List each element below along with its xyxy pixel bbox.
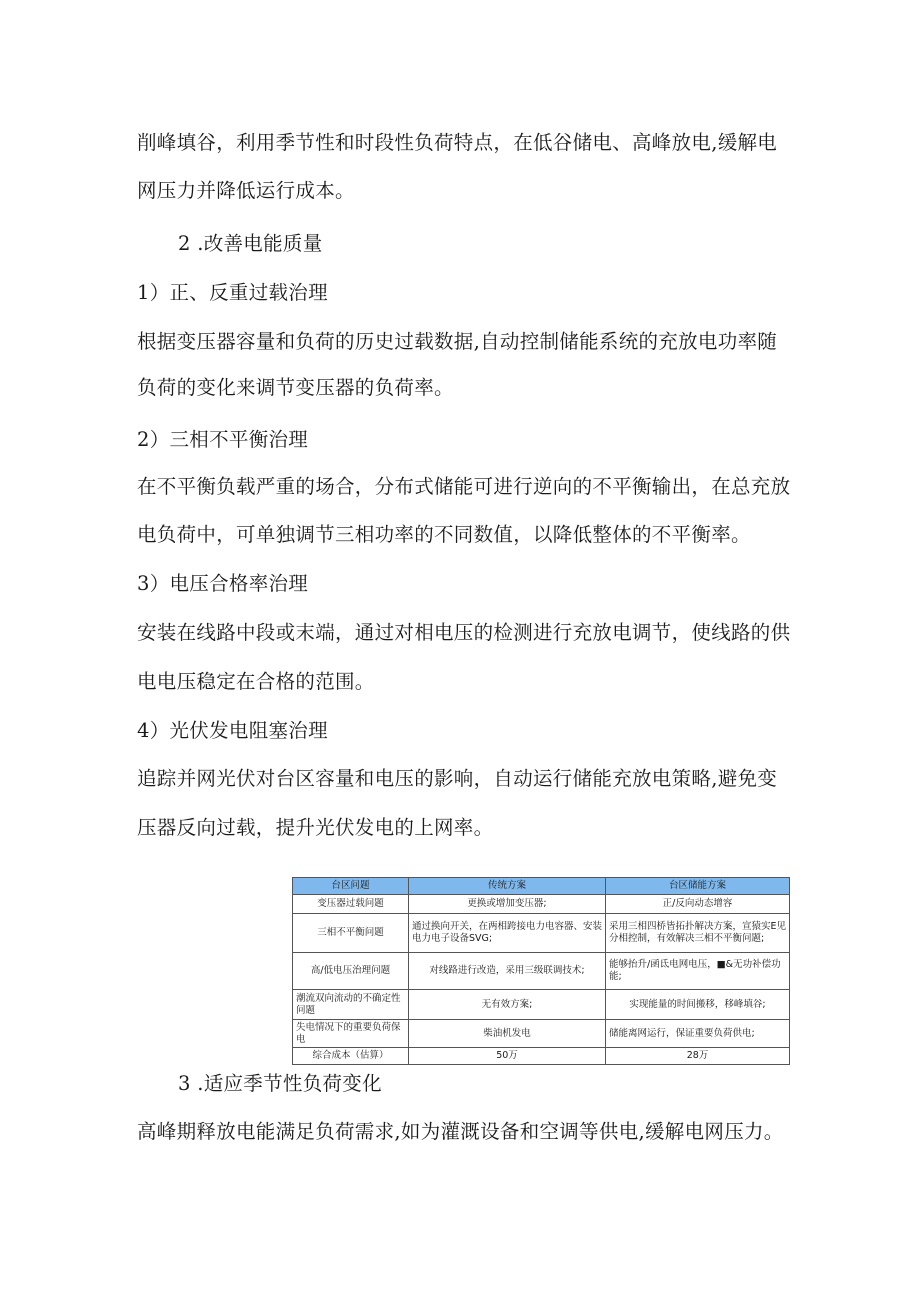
table-cell: 潮流双向流动的不确定性问题 xyxy=(293,990,409,1020)
table-cell: 采用三相四桥皆拓扑解决方案，宣猿实E见分相控制，有效解决三相不平衡问题; xyxy=(606,914,790,953)
body-text: 安装在线路中段或末端，通过对相电压的检测进行充放电调节，使线路的供 xyxy=(137,621,791,644)
body-text: 网压力并降低运行成本。 xyxy=(137,179,355,202)
table-cell: 变压器过载问题 xyxy=(293,895,409,914)
table-cell: 更换或增加变压器; xyxy=(409,895,606,914)
section-heading: 2 .改善电能质量 xyxy=(178,232,323,255)
body-text: 电负荷中，可单独调节三相功率的不同数值，以降低整体的不平衡率。 xyxy=(137,523,751,546)
table-cell: 实现能量的时间搬移，移峰填谷; xyxy=(606,990,790,1020)
table-cell: 通过换向开关，在两相跨接电力电容器、安装电力电子设备SVG; xyxy=(409,914,606,953)
table-header-cell: 台区储能方案 xyxy=(606,878,790,895)
comparison-table xyxy=(292,877,790,1065)
body-text: 压器反向过载，提升光伏发电的上网率。 xyxy=(137,816,494,839)
body-text: 追踪并网光伏对台区容量和电压的影响，自动运行储能充放电策略,避免变 xyxy=(137,767,778,790)
body-text: 削峰填谷，利用季节性和时段性负荷特点，在低谷储电、高峰放电,缓解电 xyxy=(137,131,778,154)
table-cell: 28万 xyxy=(606,1048,790,1065)
table-row xyxy=(293,953,790,990)
section-heading: 3 .适应季节性负荷变化 xyxy=(178,1072,382,1095)
table-cell: 高/低电压治理问题 xyxy=(293,953,409,990)
table-cell: 柴油机发电 xyxy=(409,1020,606,1048)
subsection-heading: 2）三相不平衡治理 xyxy=(137,428,309,451)
subsection-heading: 3）电压合格率治理 xyxy=(137,572,309,595)
table-row xyxy=(293,1020,790,1048)
table-cell: 无有效方案; xyxy=(409,990,606,1020)
table-cell: 50万 xyxy=(409,1048,606,1065)
subsection-heading: 4）光伏发电阻塞治理 xyxy=(137,719,328,742)
table-cell: 失电情况下的重要负荷保电 xyxy=(293,1020,409,1048)
table-header-cell: 台区问题 xyxy=(293,878,409,895)
table-cell: 综合成本（估算） xyxy=(293,1048,409,1065)
table-row xyxy=(293,990,790,1020)
table-cell: 正/反向动态增容 xyxy=(606,895,790,914)
body-text: 电电压稳定在合格的范围。 xyxy=(137,670,375,693)
table-cell: 三相不平衡问题 xyxy=(293,914,409,953)
table-header-row xyxy=(293,878,790,895)
subsection-heading: 1）正、反重过载治理 xyxy=(137,281,328,304)
table-row xyxy=(293,914,790,953)
body-text: 高峰期释放电能满足负荷需求,如为灌溉设备和空调等供电,缓解电网压力。 xyxy=(137,1120,784,1143)
table-header-cell: 传统方案 xyxy=(409,878,606,895)
body-text: 在不平衡负载严重的场合，分布式储能可进行逆向的不平衡输出，在总充放 xyxy=(137,475,791,498)
table-row xyxy=(293,1048,790,1065)
table-cell: 对线路进行改造，采用三级联调技术; xyxy=(409,953,606,990)
table-cell: 储能离网运行，保证重要负荷供电; xyxy=(606,1020,790,1048)
table-row xyxy=(293,895,790,914)
body-text: 负荷的变化来调节变压器的负荷率。 xyxy=(137,376,454,399)
body-text: 根据变压器容量和负荷的历史过载数据,自动控制储能系统的充放电功率随 xyxy=(137,330,778,353)
table-cell: 能够抬升/函氐电网电压，■&无功补偿功能; xyxy=(606,953,790,990)
